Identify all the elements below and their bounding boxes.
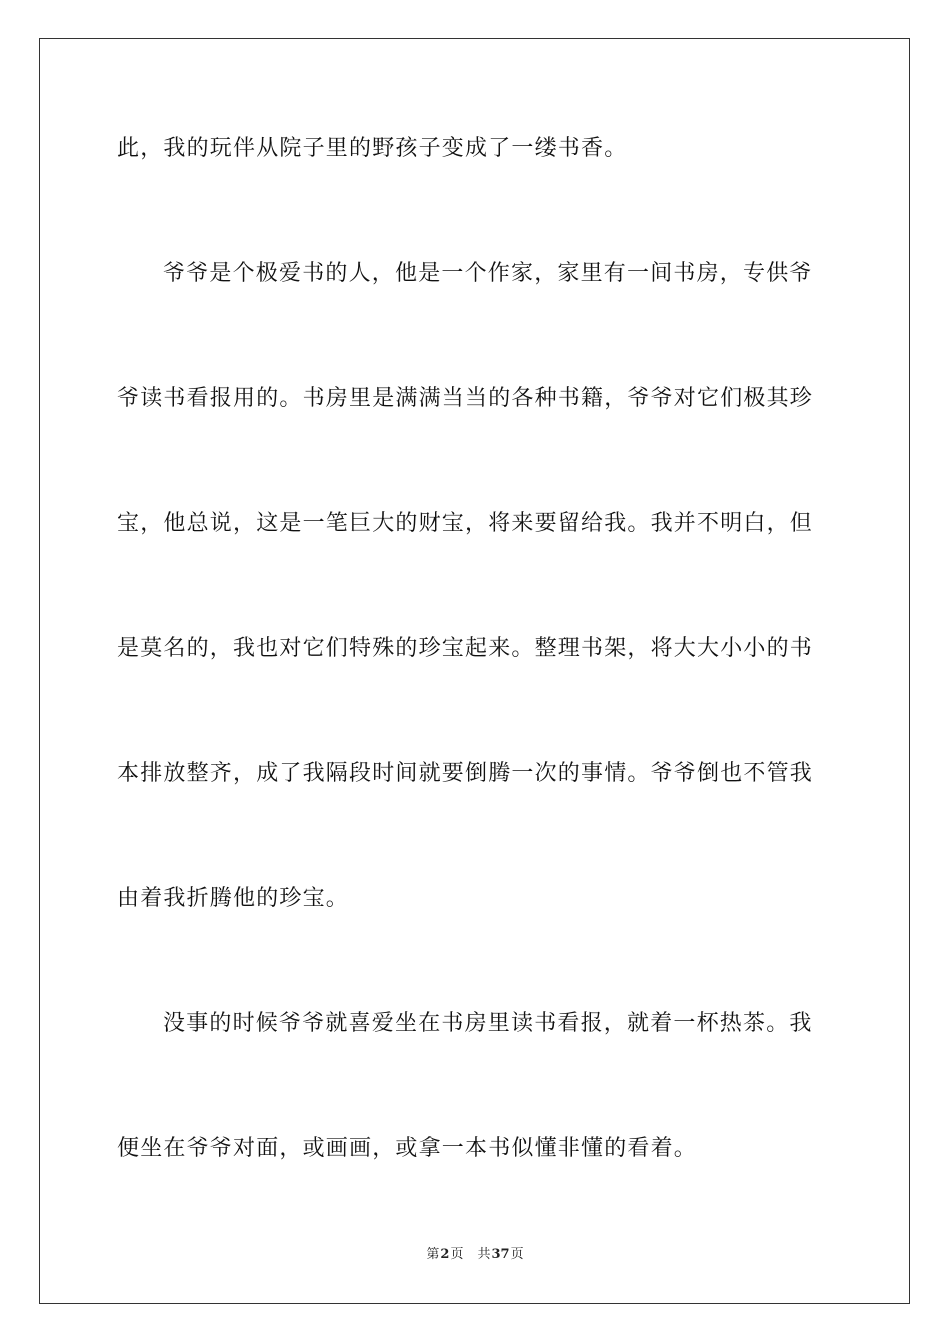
text-line-2: 爷爷是个极爱书的人，他是一个作家，家里有一间书房，专供爷: [163, 261, 813, 286]
text-line-3: 爷读书看报用的。书房里是满满当当的各种书籍，爷爷对它们极其珍: [117, 386, 814, 411]
text-line-7: 由着我折腾他的珍宝。: [117, 886, 350, 911]
page-number: 2: [440, 1247, 450, 1262]
text-line-5: 是莫名的，我也对它们特殊的珍宝起来。整理书架，将大大小小的书: [117, 636, 814, 661]
text-line-6: 本排放整齐，成了我隔段时间就要倒腾一次的事情。爷爷倒也不管我: [117, 761, 814, 786]
text-line-1: 此，我的玩伴从院子里的野孩子变成了一缕书香。: [117, 136, 628, 161]
text-line-4: 宝，他总说，这是一笔巨大的财宝，将来要留给我。我并不明白，但: [117, 511, 814, 536]
total-suffix: 页: [510, 1247, 524, 1262]
text-line-8: 没事的时候爷爷就喜爱坐在书房里读书看报，就着一杯热茶。我: [163, 1011, 813, 1036]
page-footer: [0, 1246, 950, 1264]
page-suffix: 页: [450, 1247, 464, 1262]
page-border: [39, 38, 910, 1304]
text-line-9: 便坐在爷爷对面，或画画，或拿一本书似懂非懂的看着。: [117, 1136, 698, 1161]
page-prefix: 第: [426, 1247, 440, 1262]
total-prefix: 共: [477, 1247, 491, 1262]
total-pages: 37: [491, 1247, 510, 1262]
